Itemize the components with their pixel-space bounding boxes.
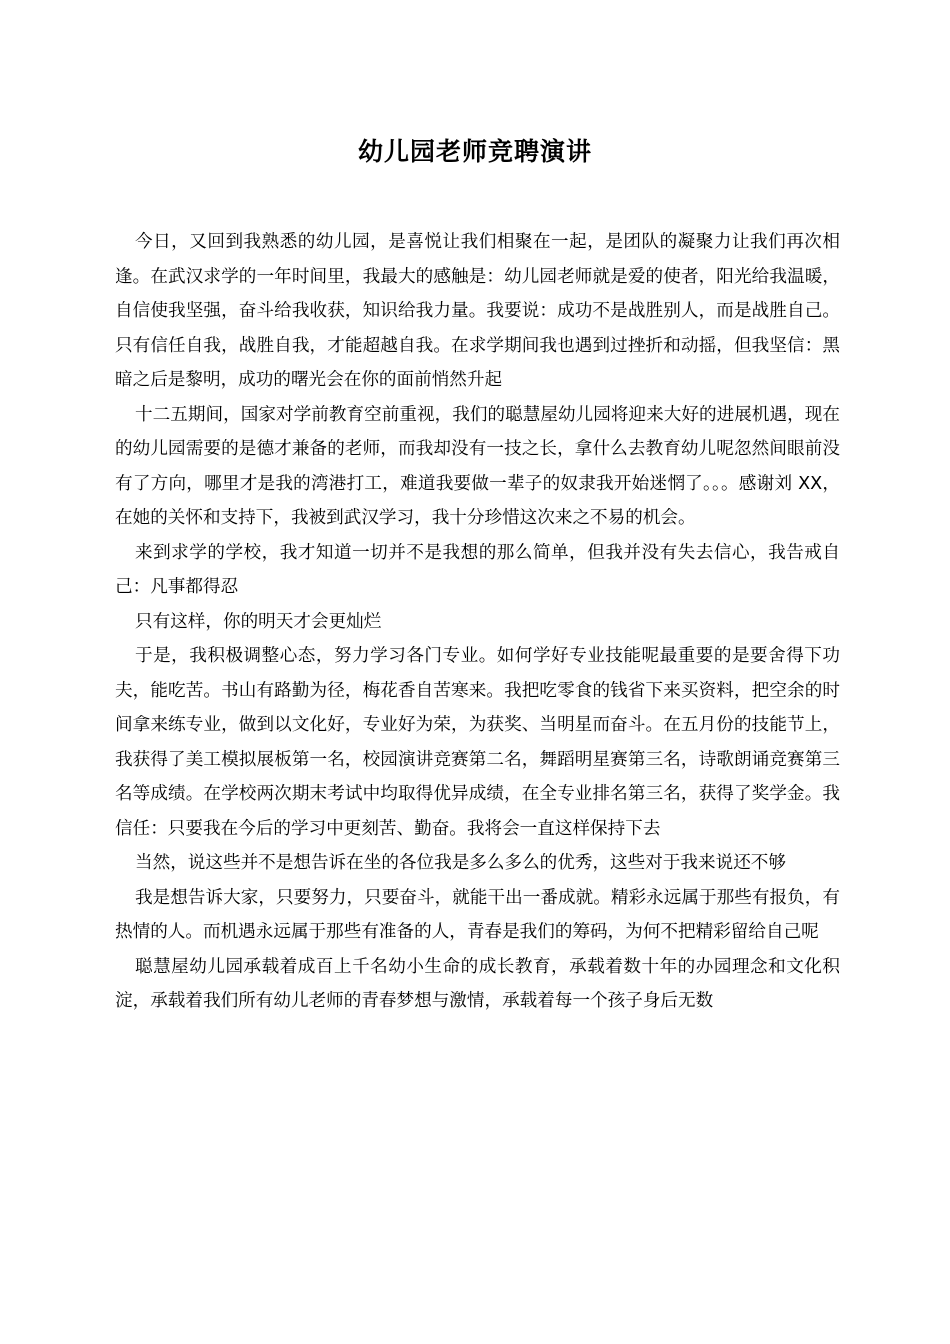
document-title: 幼儿园老师竞聘演讲 [357,137,592,166]
paragraph: 来到求学的学校，我才知道一切并不是我想的那么简单，但我并没有失去信心，我告戒自己：凡事都得忍 [115,542,840,597]
paragraph: 只有这样，你的明天才会更灿烂 [135,611,382,632]
paragraph: 十二五期间，国家对学前教育空前重视，我们的聪慧屋幼儿园将迎来大好的进展机遇，现在的幼儿园需要的是德才兼备的老师，而我却没有一技之长，拿什么去教育幼儿呢忽然间眼前没有了方向，哪里才是我的湾港打工，难道我要做一辈子的奴隶我开始迷惘了。。。感谢刘 XX，在她的关怀和支持下，我被到武汉学习，我十分珍惜这次来之不易的机会。 [115,404,840,528]
paragraph: 聪慧屋幼儿园承载着成百上千名幼小生命的成长教育，承载着数十年的办园理念和文化积淀，承载着我们所有幼儿老师的青春梦想与激情，承载着每一个孩子身后无数 [115,956,840,1011]
document-body [115,225,840,1019]
paragraph: 今日，又回到我熟悉的幼儿园，是喜悦让我们相聚在一起，是团队的凝聚力让我们再次相逢。在武汉求学的一年时间里，我最大的感触是：幼儿园老师就是爱的使者，阳光给我温暖，自信使我坚强，奋斗给我收获，知识给我力量。我要说：成功不是战胜别人，而是战胜自己。只有信任自我，战胜自我，才能超越自我。在求学期间我也遇到过挫折和动摇，但我坚信：黑暗之后是黎明，成功的曙光会在你的面前悄然升起 [115,232,840,390]
paragraph: 我是想告诉大家，只要努力，只要奋斗，就能干出一番成就。精彩永远属于那些有报负，有热情的人。而机遇永远属于那些有准备的人，青春是我们的筹码，为何不把精彩留给自己呢 [115,887,840,942]
paragraph: 于是，我积极调整心态，努力学习各门专业。如何学好专业技能呢最重要的是要舍得下功夫，能吃苦。书山有路勤为径，梅花香自苦寒来。我把吃零食的钱省下来买资料，把空余的时间拿来练专业，做到以文化好，专业好为荣，为获奖、当明星而奋斗。在五月份的技能节上，我获得了美工模拟展板第一名，校园演讲竞赛第二名，舞蹈明星赛第三名，诗歌朗诵竞赛第三名等成绩。在学校两次期末考试中均取得优异成绩，在全专业排名第三名，获得了奖学金。我信任：只要我在今后的学习中更刻苦、勤奋。我将会一直这样保持下去 [115,646,840,839]
paragraph: 当然，说这些并不是想告诉在坐的各位我是多么多么的优秀，这些对于我来说还不够 [135,853,786,873]
